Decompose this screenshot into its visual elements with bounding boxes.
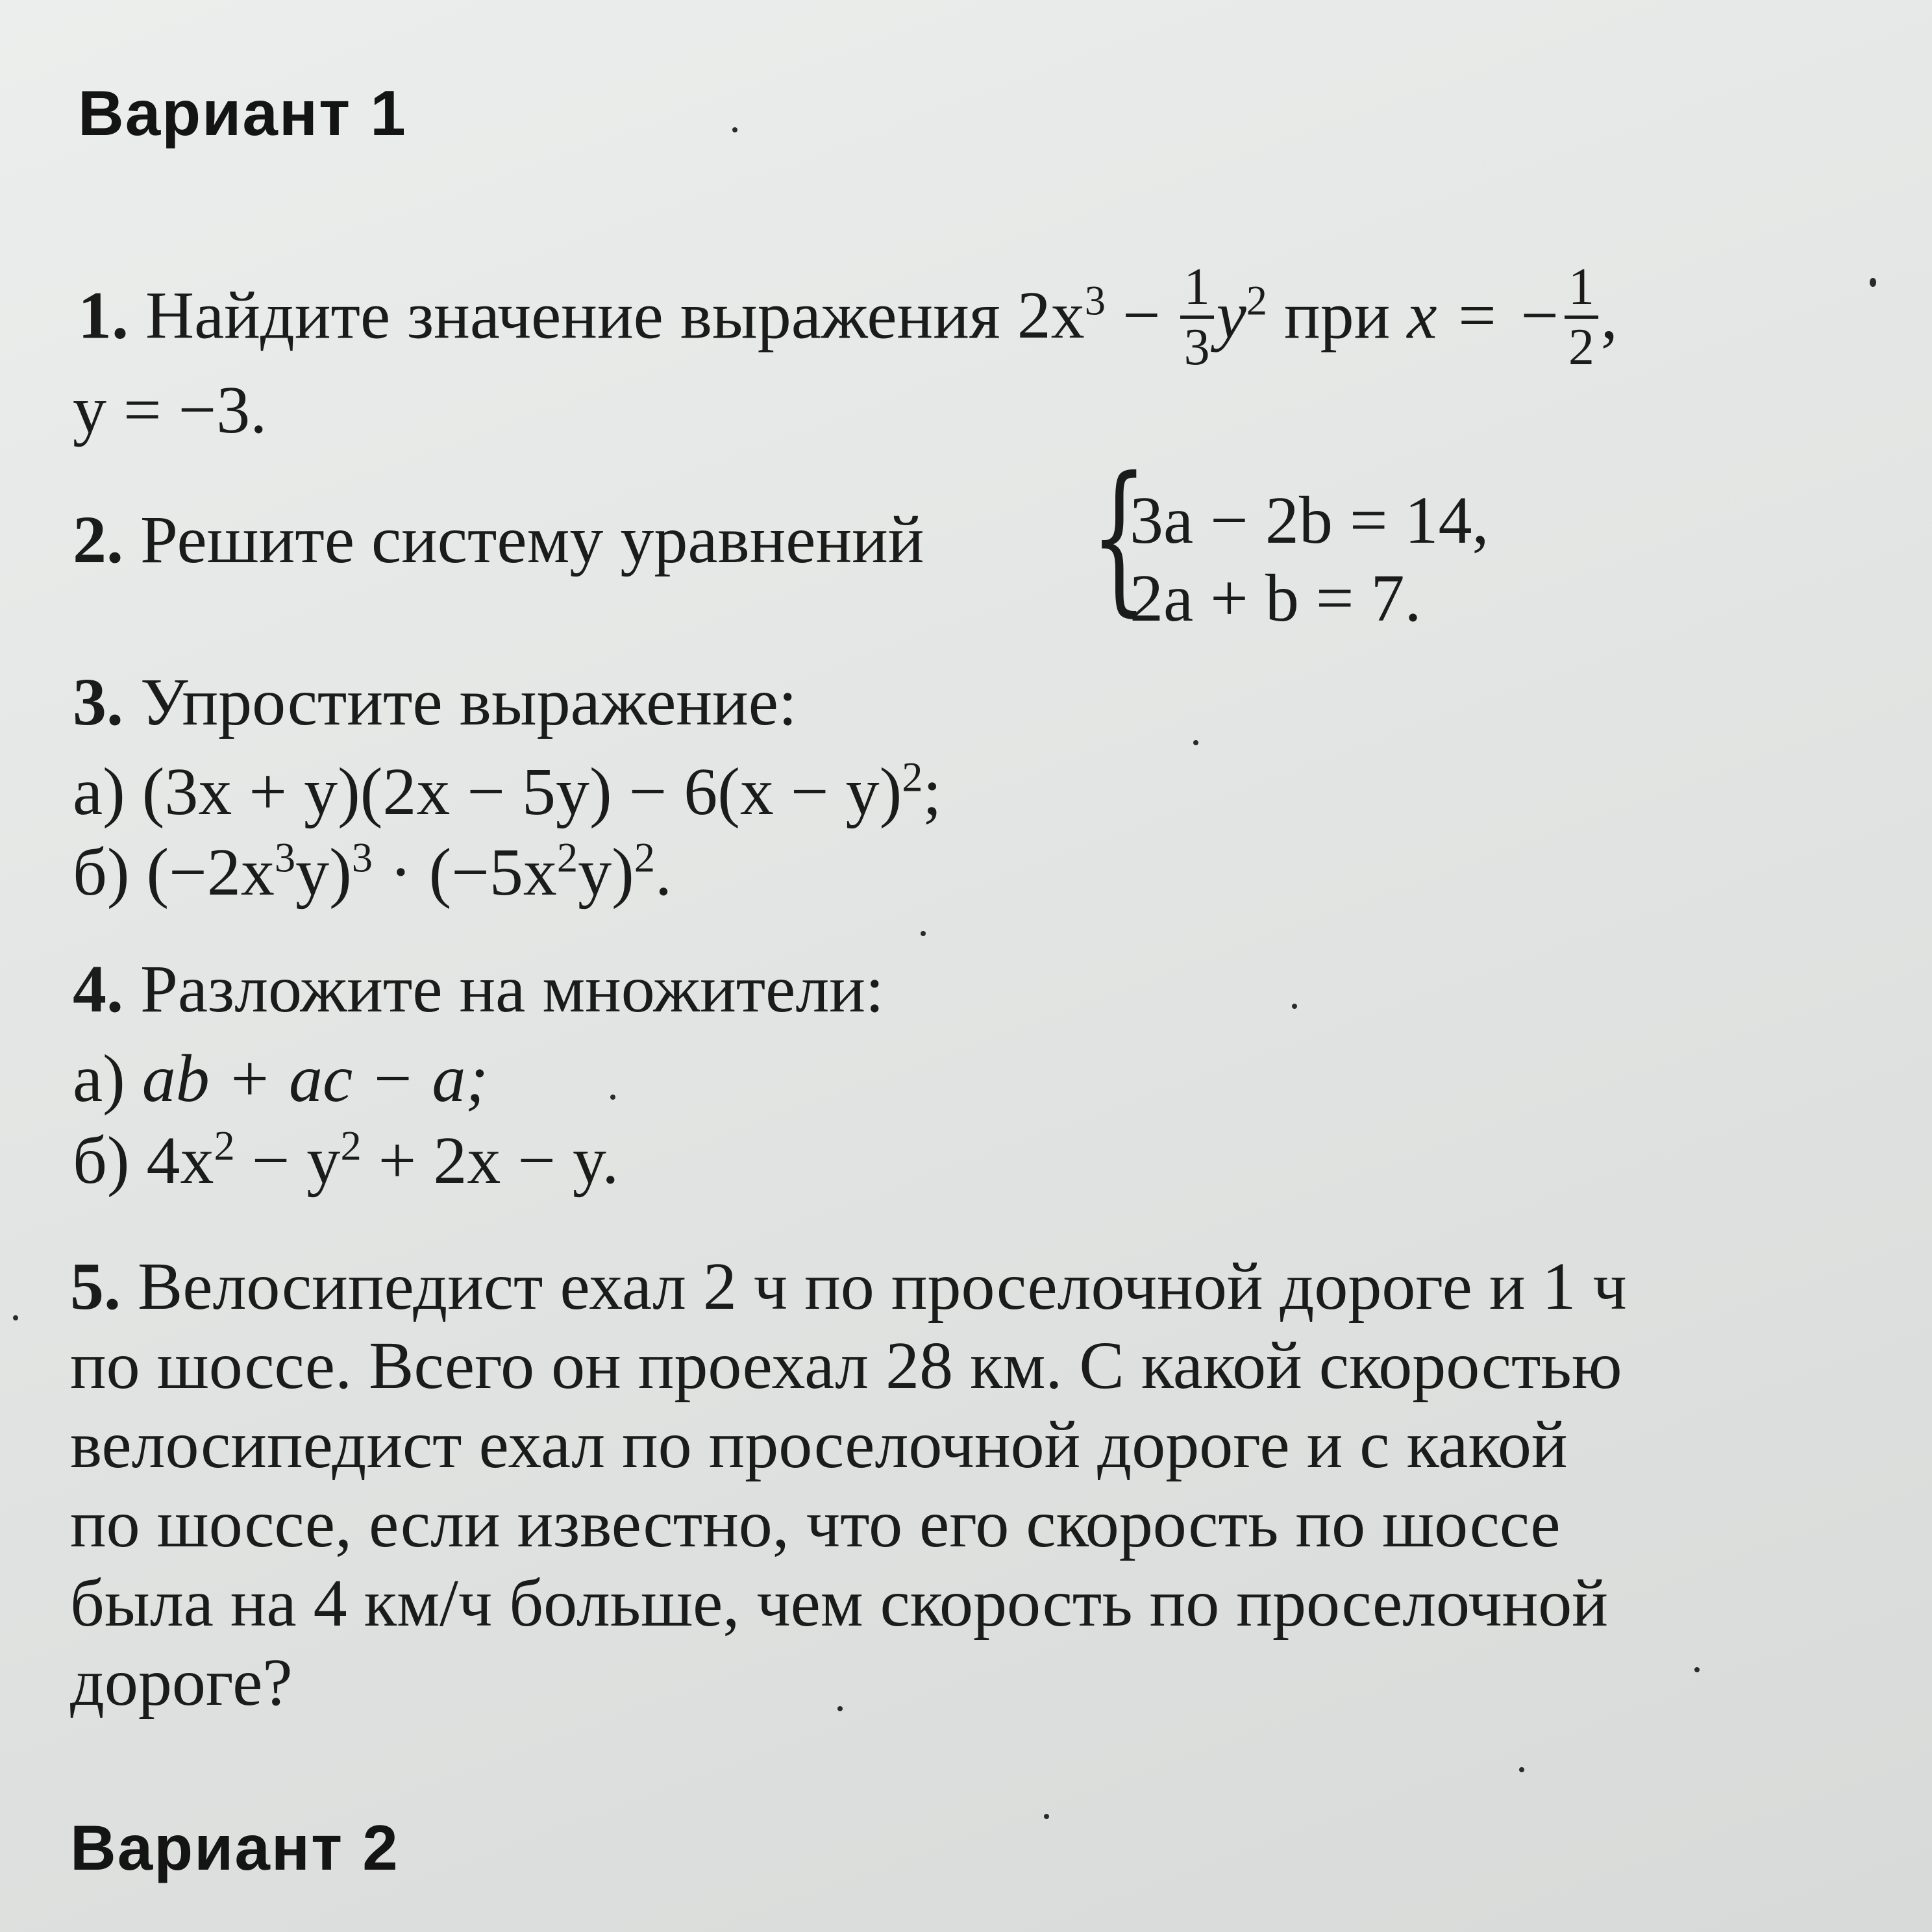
equation-system (1091, 442, 1558, 636)
task-3-number: 3. (73, 665, 123, 739)
task-2-text: Решите систему уравнений (140, 502, 924, 577)
paper-speck (1694, 1667, 1700, 1672)
task-3a-line (73, 754, 942, 829)
task-3a-label: а) (73, 754, 125, 829)
task-4a-expression: ab + ac − a; (142, 1041, 488, 1116)
task-3b-line (73, 834, 672, 910)
system-equation-2: 2a + b = 7. (1130, 561, 1422, 636)
task-4-heading (73, 952, 884, 1026)
task-1-pri: при (1284, 278, 1391, 353)
task-5-line-6: дороге? (70, 1645, 293, 1720)
fraction-one-half: $\frac{1}{2}$ (1565, 261, 1598, 373)
paper-speck (1870, 278, 1876, 287)
task-5-line-4: по шоссе, если известно, что его скорость по шоссе (70, 1487, 1561, 1561)
task-3-text: Упростите выражение: (140, 665, 797, 739)
paper-speck (837, 1706, 843, 1711)
paper-speck (1519, 1767, 1524, 1772)
task-1-number: 1. (78, 278, 129, 353)
task-1-expression: $2x^3$ − $\frac{1}{3}$ $y^2$ (1017, 258, 1268, 376)
task-4b-line (73, 1122, 619, 1198)
task-4-number: 4. (73, 952, 123, 1026)
task-5-line-5: была на 4 км/ч больше, чем скорость по проселочной (70, 1566, 1608, 1641)
task-1-text: Найдите значение выражения (145, 278, 1000, 353)
task-2-number: 2. (73, 502, 123, 577)
task-1-line-1: 1. Найдите значение выражения $2x^3$ − $\frac{1}{3}$ $y^2$ при x = − $\frac{1}{2}$ , (78, 258, 1618, 376)
paper-speck (610, 1095, 615, 1100)
variant-2-heading: Вариант 2 (70, 1812, 399, 1883)
task-5-line-2: по шоссе. Всего он проехал 28 км. С какой скоростью (70, 1328, 1622, 1403)
task-5-number: 5. (70, 1249, 121, 1324)
task-4b-label: б) (73, 1123, 130, 1198)
paper-speck (732, 127, 737, 132)
task-1-x-value: x = − (1407, 278, 1562, 353)
paper-speck (1193, 740, 1198, 745)
paper-speck (1044, 1814, 1049, 1819)
task-5-line-3: велосипедист ехал по проселочной дороге и с какой (70, 1407, 1568, 1482)
task-3a-expression: $(3x + y)(2x - 5y) - 6(x - y)^2$; (142, 754, 942, 829)
paper-speck (921, 931, 926, 936)
fraction-one-third: $\frac{1}{3}$ (1180, 261, 1214, 373)
paper-speck (13, 1315, 18, 1320)
task-3b-label: б) (73, 835, 130, 910)
system-brace: { (1091, 442, 1148, 631)
task-4b-expression: $4x^2 - y^2 + 2x - y$. (146, 1122, 619, 1198)
task-2-line (73, 502, 924, 577)
task-1-line-2: y = −3. (73, 373, 267, 447)
paper-speck (1292, 1004, 1297, 1009)
variant-1-heading: Вариант 1 (78, 77, 407, 149)
task-4a-label: а) (73, 1041, 125, 1116)
task-3b-expression: $(-2x^3y)^3 \cdot (-5x^2y)^2$. (146, 834, 672, 910)
task-4a-line (73, 1041, 488, 1116)
task-3-heading (73, 665, 797, 739)
task-4-text: Разложите на множители: (140, 952, 884, 1026)
task-5-line-1: 5. Велосипедист ехал 2 ч по проселочной дороге и 1 ч (70, 1249, 1627, 1324)
system-equation-1: 3a − 2b = 14, (1130, 483, 1489, 558)
